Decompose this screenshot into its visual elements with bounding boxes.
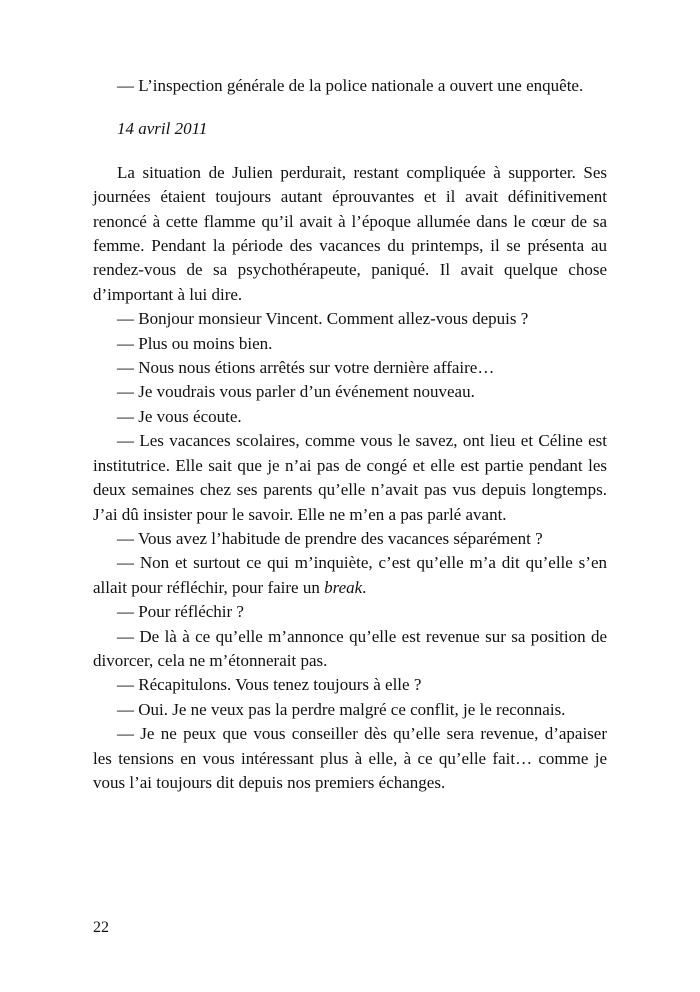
dialogue-line: — Pour réfléchir ? — [117, 602, 244, 622]
dialogue-line: — Bonjour monsieur Vincent. Comment allez-vous depuis ? — [117, 309, 529, 329]
dialogue-line: — Je voudrais vous parler d’un événement nouveau. — [117, 382, 475, 402]
page-number: 22 — [93, 919, 109, 936]
dialogue-line: — De là à ce qu’elle m’annonce qu’elle est revenue sur sa position de divorcer, cela ne m’étonnerait pas. — [93, 626, 607, 670]
dialogue-line: — Vous avez l’habitude de prendre des vacances séparément ? — [117, 528, 543, 548]
dialogue-line: — Je ne peux que vous conseiller dès qu’elle sera revenue, d’apaiser les tensions en vous intéressant plus à elle, à ce qu’elle fait… comme je vous l’ai toujours dit depuis nos premiers échanges. — [93, 724, 607, 792]
dialogue-line: — Nous nous étions arrêtés sur votre dernière affaire… — [117, 358, 495, 378]
opening-line: — L’inspection générale de la police nationale a ouvert une enquête. — [117, 76, 584, 95]
dialogue-line: — Je vous écoute. — [117, 406, 242, 426]
page-body — [93, 74, 607, 795]
dialogue-line: — Récapitulons. Vous tenez toujours à elle ? — [117, 675, 422, 695]
date-heading: 14 avril 2011 — [117, 119, 208, 139]
dialogue-line: — Les vacances scolaires, comme vous le savez, ont lieu et Céline est institutrice. Elle sait que je n’ai pas de congé et elle est partie pendant les deux semaines chez ses parents qu’elle n’avait pas vus depuis longtemps. J’ai dû insister pour le savoir. Elle ne m’en a pas parlé avant. — [93, 431, 607, 524]
break-line-after: . — [362, 577, 367, 597]
dialogue-line: — Oui. Je ne veux pas la perdre malgré ce conflit, je le reconnais. — [117, 699, 566, 719]
dialogue-line: — Plus ou moins bien. — [117, 333, 273, 353]
break-line-before: — Non et surtout ce qui m’inquiète, c’est qu’elle m’a dit qu’elle s’en allait pour réfléchir, pour faire un — [93, 553, 607, 597]
break-emphasis: break — [324, 577, 363, 597]
narrative-paragraph: La situation de Julien perdurait, restant compliquée à supporter. Ses journées étaient toujours autant éprouvantes et il avait définitivement renoncé à cette flamme qu’il avait à l’époque allumée dans le cœur de sa femme. Pendant la période des vacances du printemps, il se présenta au rendez-vous de sa psychothérapeute, paniqué. Il avait quelque chose d’important à lui dire. — [93, 162, 607, 304]
dialogue-line-break — [93, 551, 607, 600]
